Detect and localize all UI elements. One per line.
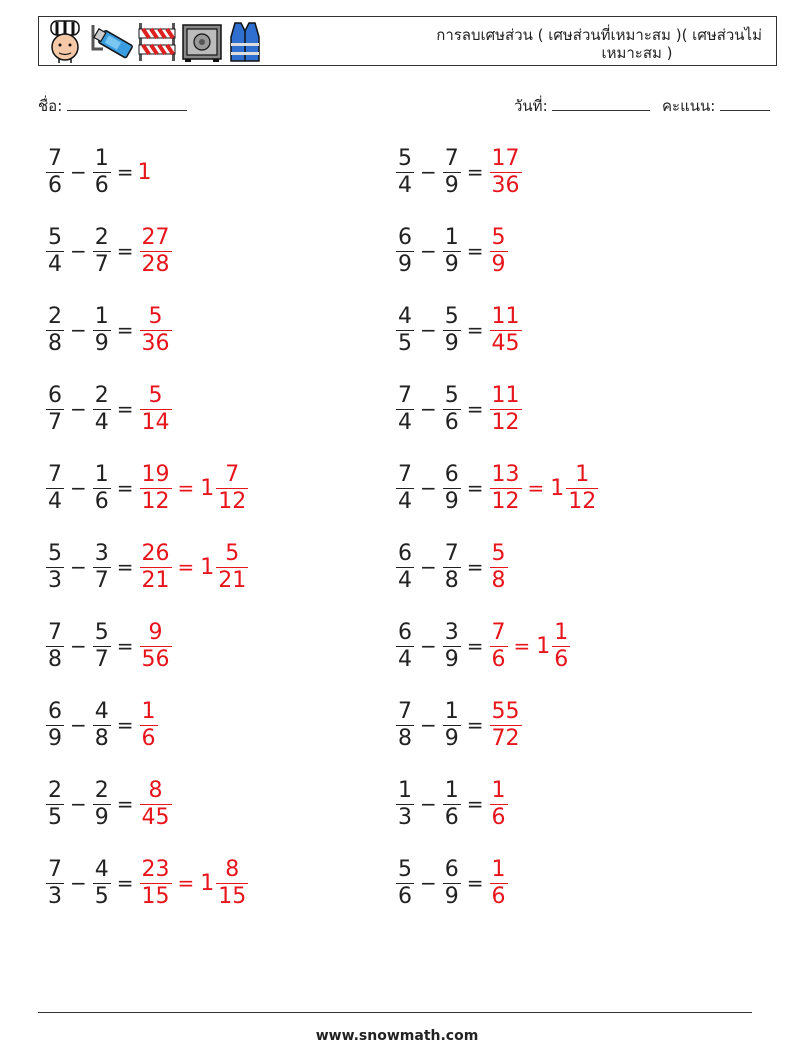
numerator: 7	[48, 461, 62, 487]
numerator: 7	[48, 856, 62, 882]
title-line-2: เหมาะสม )	[601, 44, 673, 62]
subtrahend-fraction	[93, 304, 111, 357]
denominator: 45	[491, 330, 520, 356]
answer-fraction	[140, 857, 172, 910]
name-field[interactable]	[38, 94, 187, 118]
equals-sign: =	[116, 555, 134, 579]
date-blank[interactable]	[552, 96, 650, 111]
denominator: 9	[444, 646, 459, 672]
minuend-fraction	[46, 462, 64, 515]
problem-item	[44, 535, 250, 599]
name-label: ชื่อ:	[38, 97, 63, 115]
answer-mixed-whole: 1	[550, 475, 565, 501]
denominator: 5	[94, 883, 109, 909]
score-field[interactable]	[662, 94, 770, 118]
minuend-fraction	[46, 225, 64, 278]
denominator: 4	[398, 172, 412, 198]
denominator: 9	[444, 172, 459, 198]
numerator: 6	[398, 540, 412, 566]
equals-sign: =	[466, 792, 484, 816]
numerator: 17	[491, 145, 520, 171]
equals-sign: =	[116, 160, 134, 184]
numerator: 5	[491, 540, 506, 566]
score-blank[interactable]	[720, 96, 770, 111]
numerator: 27	[141, 224, 170, 250]
denominator: 4	[94, 409, 109, 435]
subtrahend-fraction	[93, 225, 111, 278]
numerator: 6	[444, 461, 459, 487]
problem-item	[394, 377, 524, 441]
numerator: 19	[141, 461, 170, 487]
minus-sign: −	[70, 792, 87, 816]
denominator: 6	[491, 646, 506, 672]
numerator: 5	[491, 224, 506, 250]
date-field[interactable]	[514, 94, 650, 118]
problem-item	[44, 377, 174, 441]
equals-sign: =	[466, 634, 484, 658]
equals-sign: =	[527, 476, 545, 500]
answer-fraction	[140, 699, 158, 752]
equals-sign: =	[466, 160, 484, 184]
denominator: 6	[398, 883, 412, 909]
denominator: 9	[94, 804, 109, 830]
numerator: 6	[398, 224, 412, 250]
subtrahend-fraction	[93, 541, 111, 594]
minuend-fraction	[396, 620, 414, 673]
subtrahend-fraction	[93, 146, 111, 199]
numerator: 4	[94, 698, 109, 724]
minus-sign: −	[70, 160, 87, 184]
numerator: 2	[94, 224, 109, 250]
equals-sign: =	[466, 318, 484, 342]
answer-mixed-whole: 1	[200, 554, 215, 580]
numerator: 4	[398, 303, 412, 329]
problem-item	[394, 456, 600, 520]
worksheet-title	[392, 26, 762, 62]
denominator: 5	[398, 330, 412, 356]
subtrahend-fraction	[443, 383, 461, 436]
denominator: 21	[218, 567, 247, 593]
numerator: 3	[94, 540, 109, 566]
answer-fraction	[490, 225, 508, 278]
subtrahend-fraction	[443, 620, 461, 673]
prisoner-icon	[45, 19, 85, 63]
subtrahend-fraction	[443, 778, 461, 831]
answer-fraction	[140, 225, 172, 278]
answer-fraction	[140, 541, 172, 594]
denominator: 6	[141, 725, 156, 751]
equals-sign: =	[177, 476, 195, 500]
minuend-fraction	[46, 699, 64, 752]
numerator: 6	[48, 698, 62, 724]
denominator: 8	[48, 646, 62, 672]
footer-divider	[38, 1012, 752, 1013]
problem-item	[394, 851, 510, 915]
denominator: 6	[491, 883, 506, 909]
subtrahend-fraction	[93, 383, 111, 436]
minuend-fraction	[396, 857, 414, 910]
numerator: 5	[148, 382, 163, 408]
subtrahend-fraction	[443, 699, 461, 752]
numerator: 11	[491, 303, 520, 329]
minus-sign: −	[70, 555, 87, 579]
problem-item	[394, 535, 510, 599]
subtrahend-fraction	[93, 857, 111, 910]
numerator: 6	[48, 382, 62, 408]
numerator: 1	[444, 224, 459, 250]
numerator: 7	[444, 540, 459, 566]
numerator: 1	[94, 145, 109, 171]
subtrahend-fraction	[443, 857, 461, 910]
problem-item	[44, 298, 174, 362]
denominator: 15	[218, 883, 247, 909]
date-label: วันที่:	[514, 97, 548, 115]
numerator: 7	[398, 698, 412, 724]
denominator: 21	[141, 567, 170, 593]
equals-sign: =	[116, 318, 134, 342]
minuend-fraction	[396, 462, 414, 515]
numerator: 1	[141, 698, 156, 724]
denominator: 7	[94, 567, 109, 593]
equals-sign: =	[513, 634, 531, 658]
title-line-1: การลบเศษส่วน ( เศษส่วนที่เหมาะสม )( เศษส่วนไม่	[436, 26, 762, 44]
numerator: 3	[444, 619, 459, 645]
header-icons	[45, 19, 263, 63]
equals-sign: =	[466, 239, 484, 263]
problem-item	[394, 693, 524, 757]
minus-sign: −	[420, 476, 437, 500]
equals-sign: =	[466, 555, 484, 579]
answer-fraction	[140, 462, 172, 515]
denominator: 9	[444, 488, 459, 514]
answer-fraction	[490, 699, 522, 752]
problem-item	[394, 298, 524, 362]
answer-fraction	[140, 383, 172, 436]
denominator: 12	[568, 488, 597, 514]
denominator: 28	[141, 251, 170, 277]
life-vest-icon	[227, 19, 263, 63]
denominator: 15	[141, 883, 170, 909]
numerator: 7	[48, 619, 62, 645]
minus-sign: −	[420, 318, 437, 342]
minuend-fraction	[46, 620, 64, 673]
minuend-fraction	[46, 146, 64, 199]
denominator: 9	[444, 725, 459, 751]
answer-fraction	[490, 146, 522, 199]
numerator: 8	[148, 777, 163, 803]
problem-item	[44, 614, 174, 678]
numerator: 9	[148, 619, 163, 645]
numerator: 5	[225, 540, 240, 566]
worksheet-header	[38, 16, 777, 66]
equals-sign: =	[466, 397, 484, 421]
numerator: 5	[398, 145, 412, 171]
minuend-fraction	[46, 778, 64, 831]
answer-fraction	[490, 857, 508, 910]
numerator: 2	[48, 303, 62, 329]
denominator: 3	[48, 567, 62, 593]
numerator: 1	[444, 777, 459, 803]
equals-sign: =	[116, 476, 134, 500]
minus-sign: −	[70, 397, 87, 421]
answer-fraction	[490, 462, 522, 515]
equals-sign: =	[116, 713, 134, 737]
answer-fraction	[490, 620, 508, 673]
answer-mixed-fraction	[216, 541, 248, 594]
numerator: 1	[491, 777, 506, 803]
subtrahend-fraction	[93, 620, 111, 673]
denominator: 12	[491, 488, 520, 514]
problem-item	[394, 219, 510, 283]
numerator: 1	[94, 461, 109, 487]
minus-sign: −	[420, 397, 437, 421]
answer-mixed-fraction	[552, 620, 570, 673]
denominator: 6	[444, 804, 459, 830]
minuend-fraction	[396, 146, 414, 199]
problem-item	[394, 772, 510, 836]
problem-item	[44, 140, 152, 204]
denominator: 4	[398, 646, 412, 672]
numerator: 4	[94, 856, 109, 882]
numerator: 7	[398, 461, 412, 487]
answer-mixed-whole: 1	[536, 633, 551, 659]
denominator: 6	[48, 172, 62, 198]
answer-fraction	[140, 778, 172, 831]
subtrahend-fraction	[443, 462, 461, 515]
denominator: 9	[491, 251, 506, 277]
numerator: 26	[141, 540, 170, 566]
denominator: 9	[444, 251, 459, 277]
denominator: 6	[444, 409, 459, 435]
minuend-fraction	[396, 541, 414, 594]
denominator: 12	[218, 488, 247, 514]
usb-drive-icon	[89, 19, 133, 63]
minuend-fraction	[396, 699, 414, 752]
numerator: 7	[491, 619, 506, 645]
numerator: 5	[48, 224, 62, 250]
numerator: 5	[398, 856, 412, 882]
minuend-fraction	[396, 304, 414, 357]
denominator: 7	[94, 251, 109, 277]
problem-item	[44, 693, 160, 757]
denominator: 4	[398, 409, 412, 435]
denominator: 5	[48, 804, 62, 830]
minus-sign: −	[420, 871, 437, 895]
answer-fraction	[490, 541, 508, 594]
equals-sign: =	[177, 871, 195, 895]
minus-sign: −	[70, 713, 87, 737]
denominator: 8	[491, 567, 506, 593]
minuend-fraction	[46, 383, 64, 436]
equals-sign: =	[116, 634, 134, 658]
denominator: 72	[491, 725, 520, 751]
denominator: 3	[48, 883, 62, 909]
numerator: 7	[225, 461, 240, 487]
minuend-fraction	[396, 225, 414, 278]
problem-item	[44, 851, 250, 915]
denominator: 12	[141, 488, 170, 514]
denominator: 8	[94, 725, 109, 751]
numerator: 1	[444, 698, 459, 724]
minus-sign: −	[70, 634, 87, 658]
denominator: 8	[444, 567, 459, 593]
answer-mixed-fraction	[216, 462, 248, 515]
denominator: 12	[491, 409, 520, 435]
denominator: 4	[398, 567, 412, 593]
numerator: 6	[444, 856, 459, 882]
minus-sign: −	[70, 239, 87, 263]
answer-fraction	[140, 304, 172, 357]
answer-whole: 1	[137, 159, 152, 185]
denominator: 3	[398, 804, 412, 830]
minus-sign: −	[420, 713, 437, 737]
numerator: 8	[225, 856, 240, 882]
numerator: 7	[444, 145, 459, 171]
minus-sign: −	[70, 871, 87, 895]
equals-sign: =	[466, 713, 484, 737]
answer-fraction	[490, 383, 522, 436]
minus-sign: −	[70, 318, 87, 342]
numerator: 1	[575, 461, 590, 487]
minuend-fraction	[396, 383, 414, 436]
numerator: 1	[94, 303, 109, 329]
problem-item	[44, 456, 250, 520]
denominator: 7	[48, 409, 62, 435]
numerator: 2	[94, 777, 109, 803]
numerator: 2	[94, 382, 109, 408]
equals-sign: =	[116, 397, 134, 421]
denominator: 6	[94, 488, 109, 514]
minus-sign: −	[420, 792, 437, 816]
numerator: 13	[491, 461, 520, 487]
denominator: 7	[94, 646, 109, 672]
equals-sign: =	[466, 871, 484, 895]
numerator: 7	[398, 382, 412, 408]
denominator: 36	[141, 330, 170, 356]
numerator: 5	[444, 382, 459, 408]
subtrahend-fraction	[443, 304, 461, 357]
denominator: 56	[141, 646, 170, 672]
equals-sign: =	[116, 239, 134, 263]
numerator: 5	[94, 619, 109, 645]
subtrahend-fraction	[443, 225, 461, 278]
numerator: 55	[491, 698, 520, 724]
denominator: 4	[48, 488, 62, 514]
denominator: 6	[94, 172, 109, 198]
numerator: 5	[48, 540, 62, 566]
denominator: 9	[94, 330, 109, 356]
denominator: 9	[48, 725, 62, 751]
footer-website: www.snowmath.com	[315, 1028, 479, 1044]
minuend-fraction	[46, 304, 64, 357]
equals-sign: =	[116, 792, 134, 816]
score-label: คะแนน:	[662, 97, 716, 115]
minus-sign: −	[420, 239, 437, 263]
numerator: 23	[141, 856, 170, 882]
equals-sign: =	[466, 476, 484, 500]
answer-fraction	[490, 304, 522, 357]
equals-sign: =	[116, 871, 134, 895]
name-blank[interactable]	[67, 96, 187, 111]
problem-item	[44, 219, 174, 283]
subtrahend-fraction	[443, 146, 461, 199]
denominator: 4	[398, 488, 412, 514]
denominator: 36	[491, 172, 520, 198]
minus-sign: −	[420, 555, 437, 579]
numerator: 6	[398, 619, 412, 645]
equals-sign: =	[177, 555, 195, 579]
denominator: 45	[141, 804, 170, 830]
numerator: 2	[48, 777, 62, 803]
denominator: 8	[398, 725, 412, 751]
denominator: 9	[444, 883, 459, 909]
subtrahend-fraction	[93, 778, 111, 831]
numerator: 5	[444, 303, 459, 329]
minuend-fraction	[46, 541, 64, 594]
subtrahend-fraction	[93, 699, 111, 752]
denominator: 8	[48, 330, 62, 356]
road-barrier-icon	[137, 19, 177, 63]
answer-fraction	[140, 620, 172, 673]
numerator: 1	[491, 856, 506, 882]
answer-mixed-fraction	[216, 857, 248, 910]
denominator: 6	[554, 646, 569, 672]
minuend-fraction	[396, 778, 414, 831]
minus-sign: −	[70, 476, 87, 500]
answer-mixed-whole: 1	[200, 475, 215, 501]
answer-mixed-fraction	[566, 462, 598, 515]
problem-item	[394, 140, 524, 204]
safe-icon	[181, 19, 223, 63]
answer-mixed-whole: 1	[200, 870, 215, 896]
subtrahend-fraction	[93, 462, 111, 515]
denominator: 4	[48, 251, 62, 277]
numerator: 11	[491, 382, 520, 408]
minus-sign: −	[420, 634, 437, 658]
denominator: 6	[491, 804, 506, 830]
problem-item	[44, 772, 174, 836]
minus-sign: −	[420, 160, 437, 184]
answer-fraction	[490, 778, 508, 831]
numerator: 5	[148, 303, 163, 329]
denominator: 9	[444, 330, 459, 356]
denominator: 14	[141, 409, 170, 435]
denominator: 9	[398, 251, 412, 277]
problem-item	[394, 614, 572, 678]
subtrahend-fraction	[443, 541, 461, 594]
numerator: 7	[48, 145, 62, 171]
numerator: 1	[398, 777, 412, 803]
minuend-fraction	[46, 857, 64, 910]
numerator: 1	[554, 619, 569, 645]
